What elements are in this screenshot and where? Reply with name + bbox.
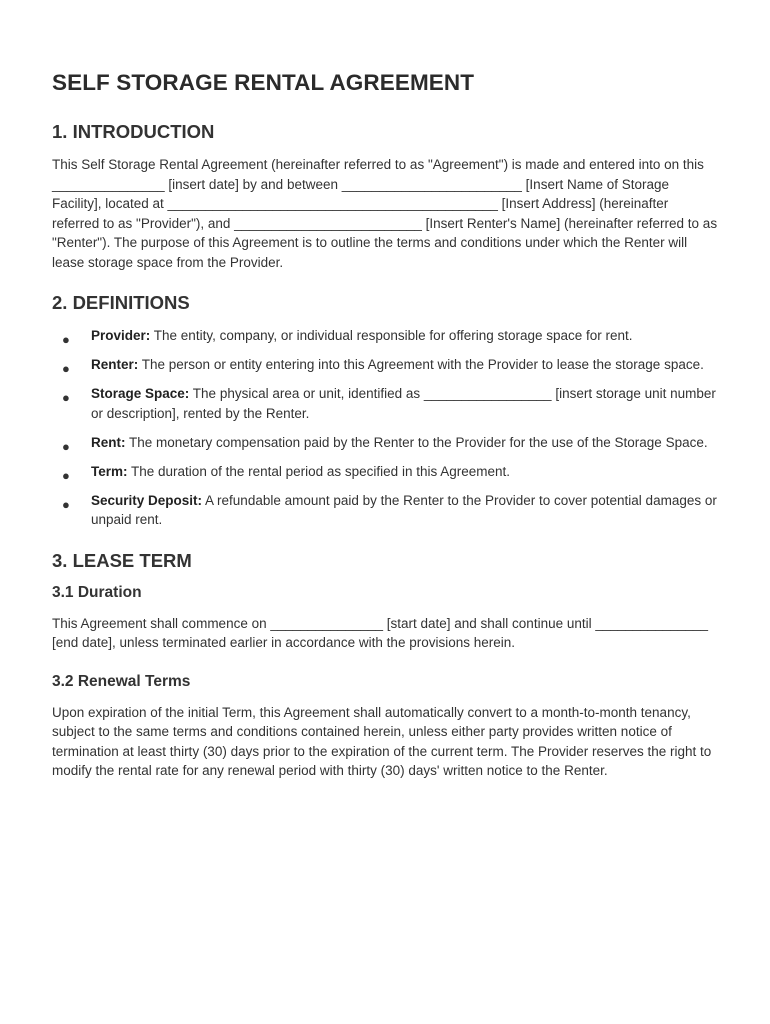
definition-text: The duration of the rental period as specified in this Agreement. (127, 463, 510, 479)
lease-term-section (52, 550, 718, 781)
bullet-icon: ● (62, 390, 70, 405)
definition-item (52, 462, 718, 482)
document-title: SELF STORAGE RENTAL AGREEMENT (52, 70, 475, 95)
definitions-heading: 2. DEFINITIONS (52, 292, 190, 313)
renewal-heading: 3.2 Renewal Terms (52, 672, 191, 690)
lease-term-heading: 3. LEASE TERM (52, 549, 192, 571)
definition-item (52, 433, 718, 453)
duration-heading: 3.1 Duration (52, 583, 142, 601)
bullet-icon: ● (62, 332, 70, 347)
bullet-icon: ● (62, 361, 70, 376)
definition-text: A refundable amount paid by the Renter to the Provider to cover potential damages or unpaid rent. (91, 492, 717, 527)
definition-term: Provider: (91, 328, 151, 343)
definition-text: The person or entity entering into this Agreement with the Provider to lease the storage space. (138, 357, 704, 372)
definition-term: Term: (91, 463, 128, 479)
bullet-icon: ● (62, 467, 70, 483)
definition-item (52, 326, 718, 346)
definitions-list (52, 326, 718, 530)
introduction-section (52, 121, 718, 272)
definition-term: Security Deposit: (91, 492, 203, 508)
definition-text: The monetary compensation paid by the Renter to the Provider for the use of the Storage Space. (125, 434, 708, 450)
definition-item (52, 355, 718, 375)
renewal-subsection (52, 673, 718, 781)
definition-term: Renter: (91, 357, 139, 372)
bullet-icon: ● (62, 496, 70, 512)
definition-item (52, 384, 718, 423)
definition-text: The entity, company, or individual responsible for offering storage space for rent. (150, 328, 633, 343)
definitions-section (52, 292, 718, 530)
duration-text: This Agreement shall commence on _______________ [start date] and shall continue until _______________ [end date], unless terminated earlier in accordance with the provisions herein. (52, 615, 708, 650)
bullet-icon: ● (62, 438, 70, 454)
definition-term: Storage Space: (91, 386, 190, 401)
duration-subsection (52, 584, 718, 653)
introduction-text: This Self Storage Rental Agreement (hereinafter referred to as "Agreement") is made and entered into on this _______________ [insert date] by and between ________________________ [Insert Name of Storage Facility], located at ____________________________________________ [Insert Address] (hereinafter referred to as "Provider"), and _________________________ [Insert Renter's Name] (hereinafter referred to as "Renter"). The purpose of this Agreement is to outline the terms and conditions under which the Renter will lease storage space from the Provider. (52, 157, 718, 270)
introduction-heading: 1. INTRODUCTION (52, 121, 215, 142)
definition-text: The physical area or unit, identified as _________________ [insert storage unit number or description], rented by the Renter. (91, 386, 716, 421)
definition-term: Rent: (91, 434, 126, 450)
definition-item (52, 491, 718, 530)
renewal-text: Upon expiration of the initial Term, this Agreement shall automatically convert to a month-to-month tenancy, subject to the same terms and conditions contained herein, unless either party provides written notice of termination at least thirty (30) days prior to the expiration of the current term. The Provider reserves the right to modify the rental rate for any renewal period with thirty (30) days' written notice to the Renter. (52, 704, 712, 778)
